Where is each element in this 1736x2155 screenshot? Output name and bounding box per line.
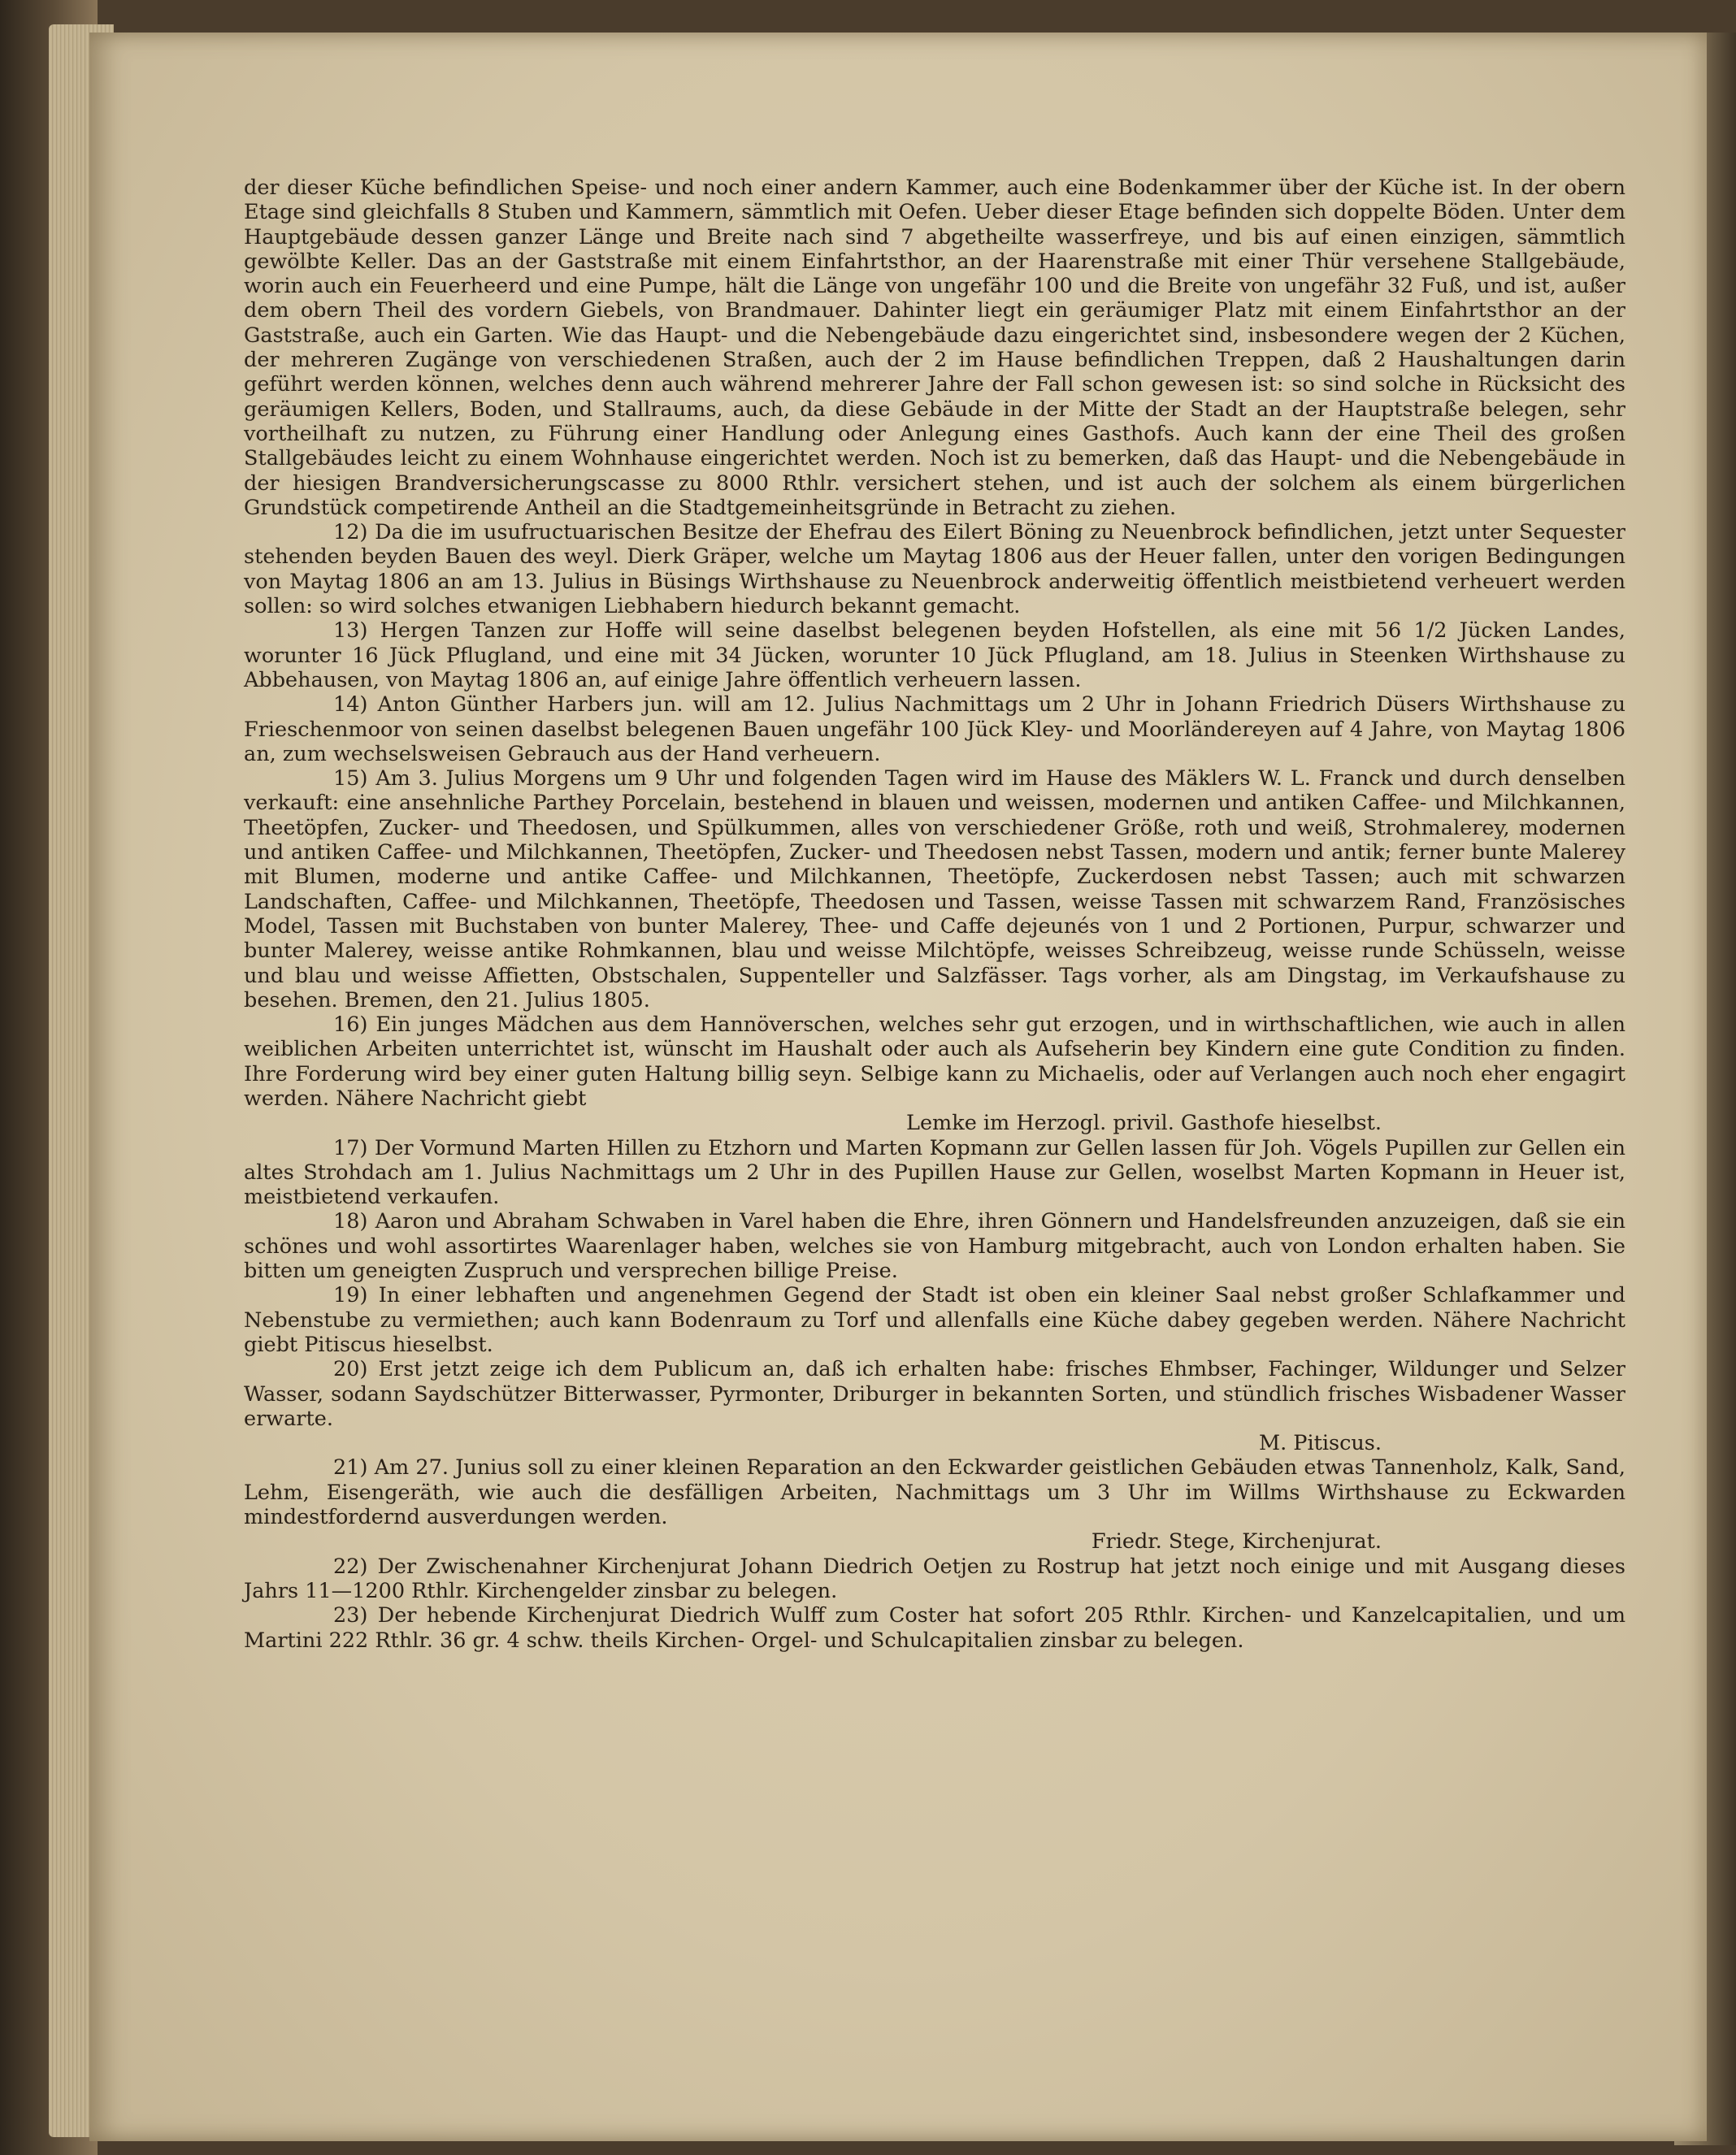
- entry-text: Am 27. Junius soll zu einer kleinen Reparation an den Eckwarder geistlichen Gebäuden etwas Tannenholz, Kalk, Sand, Lehm, Eisengeräth, wie auch die desfälligen Arbeiten, Nachmittags um 3 Uhr im Willms Wirthshause zu Eckwarden mindestfordernd ausverdungen werden.: [244, 1455, 1625, 1530]
- entry-18: [244, 1209, 1625, 1283]
- entry-text: Der hebende Kirchenjurat Diedrich Wulff zum Coster hat sofort 205 Rthlr. Kirchen- und Kanzelcapitalien, und um Martini 222 Rthlr. 36 gr. 4 schw. theils Kirchen- Orgel- und Schulcapitalien zinsbar zu belegen.: [244, 1603, 1625, 1653]
- entry-20: [244, 1357, 1625, 1455]
- entry-text: Ein junges Mädchen aus dem Hannöverschen, welches sehr gut erzogen, und in wirthschaftlichen, wie auch in allen weiblichen Arbeiten unterrichtet ist, wünscht im Haushalt oder auch als Aufseherin bey Kindern eine gute Condition zu finden. Ihre Forderung wird bey einer guten Haltung billig seyn. Selbige kann zu Michaelis, oder auf Verlangen auch noch eher engagirt werden. Nähere Nachricht giebt: [244, 1012, 1626, 1111]
- entry-12: [244, 520, 1625, 618]
- entry-number: 20): [333, 1357, 368, 1382]
- entry-signature: Lemke im Herzogl. privil. Gasthofe hieselbst.: [906, 1111, 1382, 1136]
- entry-16: [244, 1012, 1625, 1135]
- entry-text: Da die im usufructuarischen Besitze der Ehefrau des Eilert Böning zu Neuenbrock befindlichen, jetzt unter Sequester stehenden beyden Bauen des weyl. Dierk Gräper, welche um Maytag 1806 aus der Heuer fallen, unter den vorigen Bedingungen von Maytag 1806 an am 13. Julius in Büsings Wirthshause zu Neuenbrock anderweitig öffentlich meistbietend verheuert werden sollen: so wird solches etwanigen Liebhabern hiedurch bekannt gemacht.: [244, 520, 1625, 619]
- entry-number: 22): [333, 1554, 368, 1579]
- entry-21: [244, 1455, 1625, 1554]
- entry-text: In einer lebhaften und angenehmen Gegend der Stadt ist oben ein kleiner Saal nebst großer Schlafkammer und Nebenstube zu vermiethen; auch kann Bodenraum zu Torf und allenfalls eine Küche dabey gegeben werden. Nähere Nachricht giebt Pitiscus hieselbst.: [244, 1283, 1626, 1357]
- entry-number: 19): [333, 1283, 368, 1308]
- entry-number: 14): [333, 692, 368, 718]
- entry-22: [244, 1554, 1625, 1604]
- entry-14: [244, 692, 1625, 766]
- entry-text: Am 3. Julius Morgens um 9 Uhr und folgenden Tagen wird im Hause des Mäklers W. L. Franck und durch denselben verkauft: eine ansehnliche Parthey Porcelain, bestehend in blauen und weissen, modernen und antiken Caffee- und Milchkannen, Theetöpfen, Zucker- und Theedosen, und Spülkummen, alles von verschiedener Größe, roth und weiß, Strohmalerey, modernen und antiken Caffee- und Milchkannen, Theetöpfen, Zucker- und Theedosen nebst Tassen, modern und antik; ferner bunte Malerey mit Blumen, moderne und antike Caffee- und Milchkannen, Theetöpfe, Zuckerdosen nebst Tassen; auch mit schwarzen Landschaften, Caffee- und Milchkannen, Theetöpfe, Theedosen und Tassen, weisse Tassen mit schwarzem Rand, Französisches Model, Tassen mit Buchstaben von bunter Malerey, Thee- und Caffe dejeunés von 1 und 2 Portionen, Purpur, schwarzer und bunter Malerey, weisse antike Rohmkannen, blau und weisse Milchtöpfe, weisses Schreibzeug, weisse runde Schüsseln, weisse und blau und weisse Affietten, Obstschalen, Suppenteller und Salzfässer. Tags vorher, als am Dingstag, im Verkaufshause zu besehen. Bremen, den 21. Julius 1805.: [244, 766, 1625, 1012]
- entry-text: Der Zwischenahner Kirchenjurat Johann Diedrich Oetjen zu Rostrup hat jetzt noch einige und mit Ausgang dieses Jahrs 11—1200 Rthlr. Kirchengelder zinsbar zu belegen.: [244, 1554, 1625, 1603]
- entry-signature: Friedr. Stege, Kirchenjurat.: [1091, 1529, 1382, 1554]
- entry-15: [244, 766, 1625, 1012]
- entry-text: Hergen Tanzen zur Hoffe will seine daselbst belegenen beyden Hofstellen, als eine mit 56 1/2 Jücken Landes, worunter 16 Jück Pflugland, und eine mit 34 Jücken, worunter 10 Jück Pflugland, am 18. Julius in Steenken Wirthshause zu Abbehausen, von Maytag 1806 an, auf einige Jahre öffentlich verheuern lassen.: [244, 618, 1626, 692]
- entry-text: Der Vormund Marten Hillen zu Etzhorn und Marten Kopmann zur Gellen lassen für Joh. Vögels Pupillen zur Gellen ein altes Strohdach am 1. Julius Nachmittags um 2 Uhr in des Pupillen Hause zur Gellen, woselbst Marten Kopmann in Heuer ist, meistbietend verkaufen.: [244, 1135, 1626, 1210]
- entry-number: 17): [333, 1135, 368, 1160]
- entry-number: 13): [333, 618, 368, 644]
- entry-text: Anton Günther Harbers jun. will am 12. Julius Nachmittags um 2 Uhr in Johann Friedrich Düsers Wirthshause zu Frieschenmoor von seinen daselbst belegenen Bauen ungefähr 100 Jück Kley- und Moorländereyen auf 4 Jahre, von Maytag 1806 an, zum wechselsweisen Gebrauch aus der Hand verheuern.: [244, 692, 1625, 766]
- entry-number: 23): [333, 1603, 368, 1628]
- entry-number: 12): [333, 520, 368, 545]
- page-text: [244, 176, 1625, 1653]
- entry-text: Erst jetzt zeige ich dem Publicum an, daß ich erhalten habe: frisches Ehmbser, Fachinger, Wildunger und Selzer Wasser, sodann Saydschützer Bitterwasser, Pyrmonter, Driburger in bekannten Sorten, und stündlich frisches Wisbadener Wasser erwarte.: [244, 1357, 1625, 1431]
- entry-19: [244, 1283, 1625, 1357]
- entry-text: der dieser Küche befindlichen Speise- und noch einer andern Kammer, auch eine Bodenkammer über der Küche ist. In der obern Etage sind gleichfalls 8 Stuben und Kammern, sämmtlich mit Oefen. Ueber dieser Etage befinden sich doppelte Böden. Unter dem Hauptgebäude dessen ganzer Länge und Breite nach sind 7 abgetheilte wasserfreye, und bis auf einen einzigen, sämmtlich gewölbte Keller. Das an der Gaststraße mit einem Einfahrtsthor, an der Haarenstraße mit einer Thür versehene Stallgebäude, worin auch ein Feuerheerd und eine Pumpe, hält die Länge von ungefähr 100 und die Breite von ungefähr 32 Fuß, und ist, außer dem obern Theil des vordern Giebels, von Brandmauer. Dahinter liegt ein geräumiger Platz mit einem Einfahrtsthor an der Gaststraße, auch ein Garten. Wie das Haupt- und die Nebengebäude dazu eingerichtet sind, insbesondere wegen der 2 Küchen, der mehreren Zugänge von verschiedenen Straßen, auch der 2 im Hause befindlichen Treppen, daß 2 Haushaltungen darin geführt werden können, welches denn auch während mehrerer Jahre der Fall schon gewesen ist: so sind solche in Rücksicht des geräumigen Kellers, Boden, und Stallraums, auch, da diese Gebäude in der Mitte der Stadt an der Hauptstraße belegen, sehr vortheilhaft zu nutzen, zu Führung einer Handlung oder Anlegung eines Gasthofs. Auch kann der eine Theil des großen Stallgebäudes leicht zu einem Wohnhause eingerichtet werden. Noch ist zu bemerken, daß das Haupt- und die Nebengebäude in der hiesigen Brandversicherungscasse zu 8000 Rthlr. versichert stehen, und ist auch der solchem als einem bürgerlichen Grundstück competirende Antheil an die Stadtgemeinheitsgründe in Betracht zu ziehen.: [244, 176, 1625, 520]
- entry-number: 21): [333, 1455, 368, 1481]
- entry-23: [244, 1603, 1625, 1653]
- entry-continued: [244, 176, 1625, 520]
- entry-number: 15): [333, 766, 368, 791]
- entry-17: [244, 1136, 1625, 1210]
- entry-number: 16): [333, 1012, 368, 1038]
- entry-number: 18): [333, 1209, 368, 1234]
- entry-13: [244, 618, 1625, 692]
- entry-text: Aaron und Abraham Schwaben in Varel haben die Ehre, ihren Gönnern und Handelsfreunden anzuzeigen, daß sie ein schönes und wohl assortirtes Waarenlager haben, welches sie von Hamburg mitgebracht, auch von London erhalten haben. Sie bitten um geneigten Zuspruch und versprechen billige Preise.: [244, 1209, 1625, 1284]
- entry-signature: M. Pitiscus.: [1258, 1431, 1382, 1456]
